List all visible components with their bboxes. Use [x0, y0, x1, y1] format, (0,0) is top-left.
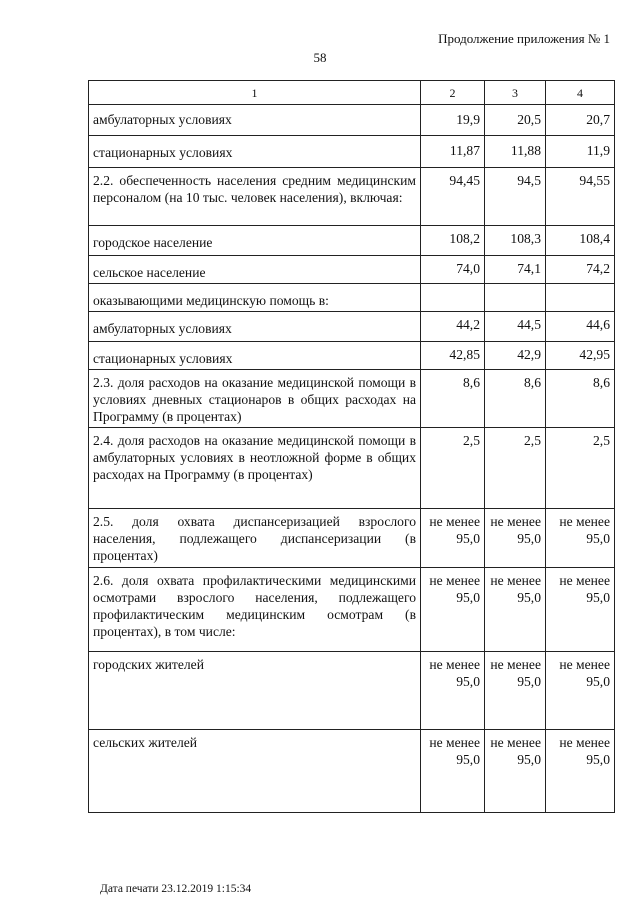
table-row: [89, 568, 615, 652]
row-label: оказывающими медицинскую помощь в:: [89, 284, 421, 312]
cell-value: 20,5: [485, 105, 546, 136]
row-label: стационарных условиях: [89, 342, 421, 370]
cell-value: 11,88: [485, 136, 546, 168]
row-label: 2.5. доля охвата диспансеризацией взрослого населения, подлежащего диспансеризации (в процентах): [89, 509, 421, 568]
table-row: [89, 168, 615, 226]
cell-value: 94,55: [546, 168, 615, 226]
cell-value: 42,85: [421, 342, 485, 370]
row-label: 2.6. доля охвата профилактическими медицинскими осмотрами взрослого населения, подлежащего профилактическим медицинским осмотрам (в процентах), в том числе:: [89, 568, 421, 652]
cell-value: не менее 95,0: [546, 568, 615, 652]
table-row: [89, 256, 615, 284]
cell-value: 44,6: [546, 312, 615, 342]
row-label: сельских жителей: [89, 730, 421, 813]
table-row: [89, 312, 615, 342]
cell-value: не менее 95,0: [421, 509, 485, 568]
cell-value: 8,6: [546, 370, 615, 428]
table-row: [89, 342, 615, 370]
table-row: [89, 509, 615, 568]
cell-value: 44,5: [485, 312, 546, 342]
cell-value: не менее 95,0: [546, 730, 615, 813]
cell-value: 74,0: [421, 256, 485, 284]
cell-value: не менее 95,0: [421, 730, 485, 813]
row-label: амбулаторных условиях: [89, 312, 421, 342]
cell-value: 11,87: [421, 136, 485, 168]
cell-value: 8,6: [485, 370, 546, 428]
row-label: 2.2. обеспеченность населения средним медицинским персоналом (на 10 тыс. человек населения), включая:: [89, 168, 421, 226]
column-header: 2: [421, 81, 485, 105]
cell-value: [485, 284, 546, 312]
cell-value: не менее 95,0: [421, 652, 485, 730]
cell-value: не менее 95,0: [421, 568, 485, 652]
row-label: стационарных условиях: [89, 136, 421, 168]
continuation-label: Продолжение приложения № 1: [438, 31, 610, 46]
cell-value: 94,5: [485, 168, 546, 226]
column-header: 4: [546, 81, 615, 105]
row-label: 2.3. доля расходов на оказание медицинской помощи в условиях дневных стационаров в общих расходах на Программу (в процентах): [89, 370, 421, 428]
cell-value: 44,2: [421, 312, 485, 342]
cell-value: 74,2: [546, 256, 615, 284]
table-header-row: [89, 81, 615, 105]
cell-value: не менее 95,0: [546, 509, 615, 568]
cell-value: 2,5: [485, 428, 546, 509]
table-row: [89, 105, 615, 136]
print-date: Дата печати 23.12.2019 1:15:34: [100, 883, 252, 895]
cell-value: не менее 95,0: [485, 509, 546, 568]
row-label: сельское население: [89, 256, 421, 284]
table-row: [89, 136, 615, 168]
page-number: 58: [313, 50, 327, 65]
table-row: [89, 652, 615, 730]
table-row: [89, 226, 615, 256]
cell-value: 2,5: [421, 428, 485, 509]
column-header: 1: [89, 81, 421, 105]
row-label: 2.4. доля расходов на оказание медицинской помощи в амбулаторных условиях в неотложной форме в общих расходах на Программу (в процентах): [89, 428, 421, 509]
cell-value: 19,9: [421, 105, 485, 136]
table-row: [89, 428, 615, 509]
cell-value: 11,9: [546, 136, 615, 168]
cell-value: 20,7: [546, 105, 615, 136]
row-label: городских жителей: [89, 652, 421, 730]
cell-value: не менее 95,0: [485, 730, 546, 813]
cell-value: 74,1: [485, 256, 546, 284]
table-row: [89, 284, 615, 312]
cell-value: 94,45: [421, 168, 485, 226]
cell-value: [421, 284, 485, 312]
cell-value: не менее 95,0: [485, 568, 546, 652]
cell-value: 108,4: [546, 226, 615, 256]
cell-value: 108,2: [421, 226, 485, 256]
cell-value: 42,95: [546, 342, 615, 370]
column-header: 3: [485, 81, 546, 105]
row-label: городское население: [89, 226, 421, 256]
table-row: [89, 370, 615, 428]
cell-value: 108,3: [485, 226, 546, 256]
table-row: [89, 730, 615, 813]
indicators-table: [88, 80, 615, 813]
cell-value: [546, 284, 615, 312]
cell-value: 8,6: [421, 370, 485, 428]
cell-value: не менее 95,0: [485, 652, 546, 730]
cell-value: 2,5: [546, 428, 615, 509]
row-label: амбулаторных условиях: [89, 105, 421, 136]
cell-value: 42,9: [485, 342, 546, 370]
cell-value: не менее 95,0: [546, 652, 615, 730]
